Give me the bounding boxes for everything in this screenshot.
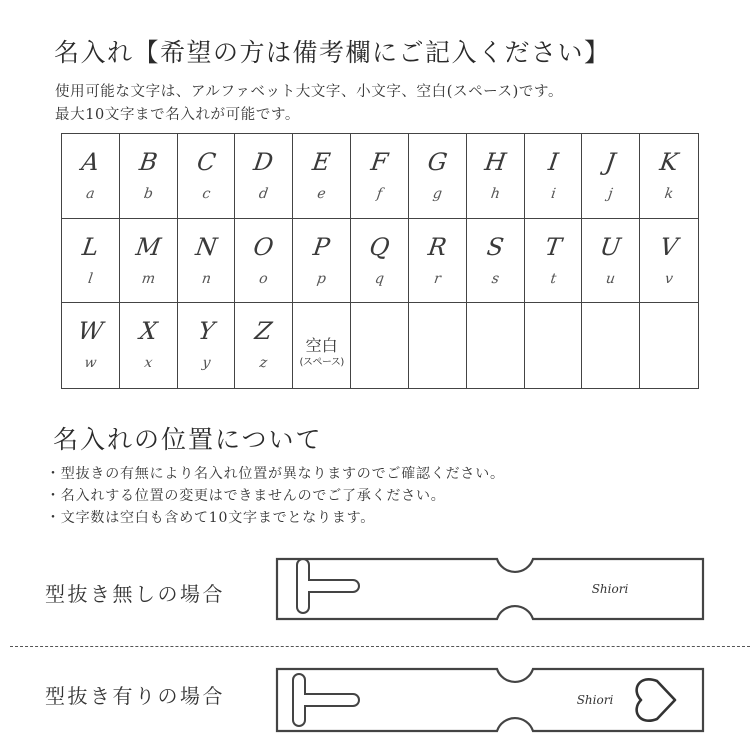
uppercase-letter: F [369,148,390,176]
sample-name-text: Shiori [591,582,629,596]
lowercase-letter: b [142,186,154,202]
uppercase-letter: P [311,232,332,261]
case-label-with-cutout: 型抜き有りの場合 [45,684,225,708]
lowercase-letter: u [605,270,617,287]
uppercase-letter: L [80,232,101,261]
lowercase-letter: e [316,186,327,202]
letter-cell [409,219,467,304]
uppercase-letter: O [252,232,276,261]
uppercase-letter: X [137,317,159,346]
lowercase-letter: g [431,186,443,202]
lowercase-letter: y [200,355,212,372]
letter-cell [467,134,525,219]
letter-cell [525,134,583,219]
tag-diagram-with-cutout [275,666,705,734]
letter-cell [120,219,178,304]
lowercase-letter: r [432,270,442,287]
letter-cell [351,219,409,304]
uppercase-letter: I [546,148,560,176]
letter-cell [293,134,351,219]
empty-cell [467,303,525,388]
letter-cell [235,303,293,388]
letter-cell [525,219,583,304]
lowercase-letter: a [85,186,96,202]
description-line-1: 使用可能な文字は、アルファベット大文字、小文字、空白(スペース)です。 [55,84,564,100]
alphabet-table [61,133,699,389]
lowercase-letter: c [200,186,212,202]
letter-cell [640,219,698,304]
letter-cell [235,134,293,219]
lowercase-letter: t [549,270,557,287]
uppercase-letter: W [76,317,105,346]
uppercase-letter: J [603,148,618,176]
uppercase-letter: D [252,148,276,176]
letter-cell [62,219,120,304]
uppercase-letter: R [426,232,449,261]
letter-cell [62,134,120,219]
uppercase-letter: Y [196,317,216,346]
section-title-position: 名入れの位置について [53,425,323,454]
bullet-item: ・名入れする位置の変更はできませんのでご了承ください。 [46,488,446,504]
lowercase-letter: i [549,186,557,202]
lowercase-letter: j [607,186,615,202]
uppercase-letter: S [484,232,506,261]
uppercase-letter: A [79,148,102,176]
empty-cell [409,303,467,388]
space-cell [293,303,351,388]
page-title: 名入れ【希望の方は備考欄にご記入ください】 [54,38,611,67]
empty-cell [351,303,409,388]
uppercase-letter: K [658,148,681,176]
letter-cell [409,134,467,219]
uppercase-letter: U [598,232,623,261]
lowercase-letter: q [373,270,386,287]
uppercase-letter: Q [367,232,392,261]
letter-cell [62,303,120,388]
lowercase-letter: o [258,270,270,287]
tag-diagram-no-cutout [275,556,705,622]
letter-cell [120,303,178,388]
letter-cell [640,134,698,219]
uppercase-letter: H [482,148,508,176]
uppercase-letter: G [425,148,449,176]
lowercase-letter: p [316,270,328,287]
letter-cell [178,219,236,304]
lowercase-letter: z [259,355,269,372]
letter-cell [235,219,293,304]
letter-cell [178,134,236,219]
uppercase-letter: B [137,148,159,176]
lowercase-letter: x [143,355,154,372]
lowercase-letter: v [663,270,675,287]
lowercase-letter: s [490,270,500,287]
letter-cell [120,134,178,219]
letter-cell [351,134,409,219]
lowercase-letter: f [375,186,384,202]
dashed-divider [10,646,750,647]
empty-cell [525,303,583,388]
letter-cell [582,134,640,219]
lowercase-letter: l [87,270,94,287]
letter-cell [582,219,640,304]
uppercase-letter: E [310,148,333,176]
uppercase-letter: C [194,148,218,176]
letter-cell [178,303,236,388]
space-label: 空白 [305,336,338,356]
uppercase-letter: Z [253,317,275,346]
bullet-item: ・型抜きの有無により名入れ位置が異なりますのでご確認ください。 [46,466,505,482]
sample-name-text: Shiori [576,693,614,707]
uppercase-letter: N [193,232,219,261]
description-line-2: 最大10文字まで名入れが可能です。 [55,107,300,123]
lowercase-letter: h [489,186,501,202]
lowercase-letter: m [140,270,156,287]
uppercase-letter: M [133,232,163,261]
space-sublabel: (スペース) [299,357,344,369]
empty-cell [640,303,698,388]
letter-cell [293,219,351,304]
case-label-no-cutout: 型抜き無しの場合 [45,582,225,606]
empty-cell [582,303,640,388]
lowercase-letter: n [200,270,212,287]
lowercase-letter: d [258,186,270,202]
uppercase-letter: V [658,232,680,261]
lowercase-letter: k [663,186,675,202]
letter-cell [467,219,525,304]
uppercase-letter: T [542,232,563,261]
lowercase-letter: w [83,355,98,372]
bullet-item: ・文字数は空白も含めて10文字までとなります。 [46,510,376,526]
